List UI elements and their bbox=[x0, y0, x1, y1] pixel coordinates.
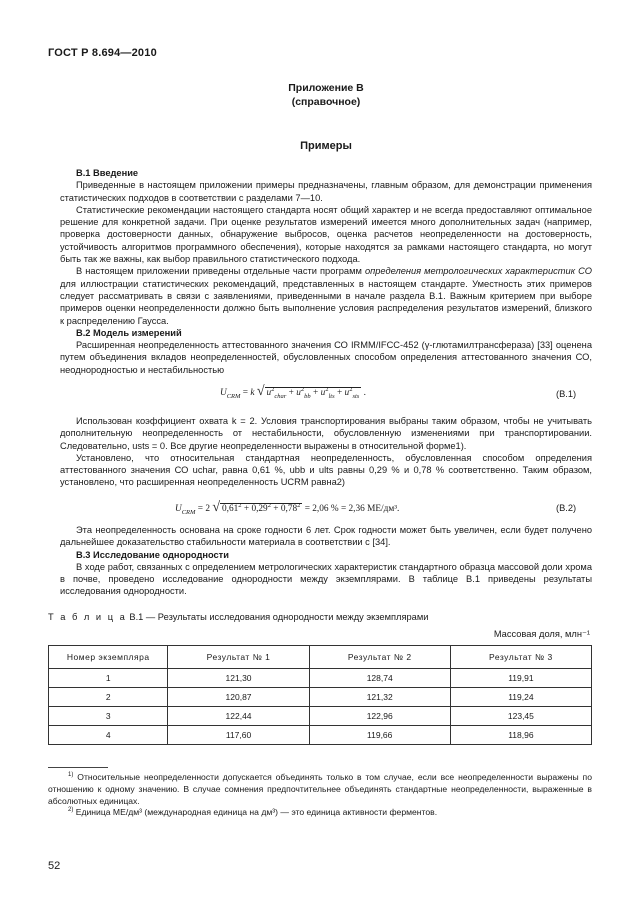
program-name-emphasis: определения метрологических характеристик СО bbox=[364, 266, 592, 277]
table-cell: 120,87 bbox=[168, 688, 309, 707]
section-b2-paragraph-3: Установлено, что относительная стандартная неопределенность, обусловленная способом определения аттестованного значения СО uchar, равна 0,61 %, ubb и ults равны 0,29 % и 0,78 % соответственно. Таким образом, установлено, что расширенная неопределенность UCRM равна2) bbox=[60, 452, 592, 488]
table-cell: 117,60 bbox=[168, 726, 309, 745]
table-header-cell: Результат № 1 bbox=[168, 646, 309, 669]
footnote-1: $^{1)}$ Относительные неопределенности допускается объединять только в том случае, если все неопределенности выражены по отношению к одному значению. В случае сомнения предпочтительнее объединять стандартные неопределенности, выраженные в абсолютных единицах. bbox=[48, 772, 592, 806]
table-cell: 121,32 bbox=[309, 688, 450, 707]
table-row bbox=[49, 707, 592, 726]
table-header-cell: Результат № 3 bbox=[450, 646, 591, 669]
table-header-cell: Результат № 2 bbox=[309, 646, 450, 669]
table-row bbox=[49, 669, 592, 688]
section-b2-paragraph-2: Использован коэффициент охвата k = 2. Условия транспортирования выбраны таким образом, чтобы не учитывать дополнительную неопределенность от нестабильности, обусловленную изменениями при транспортировании. Следовательно, usts = 0. Все другие неопределенности выражены в относительной форме1). bbox=[60, 416, 592, 451]
examples-title: Примеры bbox=[300, 140, 352, 152]
section-b1-heading: В.1 Введение bbox=[76, 168, 139, 178]
table-cell: 119,91 bbox=[450, 669, 591, 688]
table-cell: 119,24 bbox=[450, 688, 591, 707]
table-cell: 122,44 bbox=[168, 707, 309, 726]
section-b1-paragraph-1: Приведенные в настоящем приложении примеры предназначены, главным образом, для демонстрации применения статистических подходов в соответствии с разделами 7—10. bbox=[60, 180, 592, 203]
table-header-cell: Номер экземпляра bbox=[49, 646, 168, 669]
table-header-row bbox=[49, 646, 592, 669]
appendix-label: Приложение В bbox=[288, 82, 364, 94]
table-cell: 128,74 bbox=[309, 669, 450, 688]
table-cell: 3 bbox=[49, 707, 168, 726]
table-cell: 122,96 bbox=[309, 707, 450, 726]
section-b2-b3 bbox=[60, 524, 592, 598]
equation-b2: $U_{CRM} = 2$ √ $0,61^2 + 0,29^2 + 0,78^2 = 2,06$ % = 2,36 МЕ/дм³. bbox=[175, 500, 400, 516]
table-caption bbox=[48, 612, 428, 622]
equation-b2-result: = 2,06 % = 2,36 МЕ/дм³. bbox=[304, 504, 400, 514]
table-cell: 119,66 bbox=[309, 726, 450, 745]
table-units: Массовая доля, млн⁻¹ bbox=[493, 629, 590, 639]
table-cell: 118,96 bbox=[450, 726, 591, 745]
section-b2-paragraph-4: Эта неопределенность основана на сроке годности 6 лет. Срок годности может быть увеличен, если будет получено дальнейшее доказательство стабильности материала в соответствии с [34]. bbox=[60, 525, 592, 548]
table-cell: 121,30 bbox=[168, 669, 309, 688]
table-caption-text: В.1 — Результаты исследования однородности между экземплярами bbox=[129, 612, 429, 622]
equation-b1-number: (В.1) bbox=[556, 389, 577, 399]
section-b1-paragraph-3: В настоящем приложении приведены отдельные части программ определения метрологических характеристик СО для иллюстрации статистических рекомендаций, представленных в настоящем стандарте. Уместность этих примеров следует рассматривать в связи с заявлениями, приведенными в начале раздела В.1. Важным критерием при выборе примеров оценки неопределенности должно быть выполнение условия распределения результатов измерений, близкого к распределению Гаусса. bbox=[60, 266, 592, 326]
table-cell: 4 bbox=[49, 726, 168, 745]
table-caption-label: Т а б л и ц а bbox=[48, 612, 127, 622]
table-cell: 123,45 bbox=[450, 707, 591, 726]
homogeneity-table bbox=[48, 645, 592, 745]
section-b1-paragraph-2: Статистические рекомендации настоящего стандарта носят общий характер и не всегда предоставляют оптимальное решение для конкретной задачи. При оценке результатов измерений имеется много дополнительных задач (например, проверка достоверности данных, обнаружение выбросов, оценка расчетов неопределенности на достоверность, устойчивость алгоритмов программного обеспечения), которые находятся за рамками настоящего стандарта, но могут быть так же важны, как выбор правильного статистического подхода. bbox=[60, 204, 592, 265]
section-b2-body bbox=[60, 415, 592, 489]
footnotes bbox=[48, 772, 592, 819]
table-row bbox=[49, 726, 592, 745]
footnote-divider bbox=[48, 767, 108, 768]
appendix-title bbox=[60, 81, 592, 109]
section-b2-heading: В.2 Модель измерений bbox=[76, 327, 182, 338]
table-cell: 1 bbox=[49, 669, 168, 688]
section-b3-paragraph-1: В ходе работ, связанных с определением метрологических характеристик стандартного образца массовой доли хрома в почве, проведено исследование однородности между экземплярами. В таблице В.1 приведены результаты исследования однородности. bbox=[60, 561, 592, 597]
page-number: 52 bbox=[48, 860, 61, 872]
equation-b2-number: (В.2) bbox=[556, 503, 577, 513]
document-header: ГОСТ Р 8.694—2010 bbox=[48, 47, 157, 59]
section-b3-heading: В.3 Исследование однородности bbox=[76, 549, 229, 560]
table-cell: 2 bbox=[49, 688, 168, 707]
table-row bbox=[49, 688, 592, 707]
section-b1 bbox=[60, 167, 592, 376]
equation-b1: $U_{CRM} = k$ √ $u^2_{char} + u^2_{bb} + u^2_{lts} + u^2_{sts}$ . bbox=[220, 384, 366, 400]
section-b2-paragraph-1: Расширенная неопределенность аттестованного значения СО IRMM/IFCC-452 (γ-глютамилтрансфераза) [33] оценена путем объединения вкладов неопределенностей, обусловленных способом определения аттестованного значения СО, неоднородностью и нестабильностью bbox=[60, 340, 592, 375]
appendix-subtitle: (справочное) bbox=[291, 96, 361, 108]
footnote-2: $^{2)}$ Единица МЕ/дм³ (международная единица на дм³) — это единица активности ферментов. bbox=[68, 807, 438, 818]
